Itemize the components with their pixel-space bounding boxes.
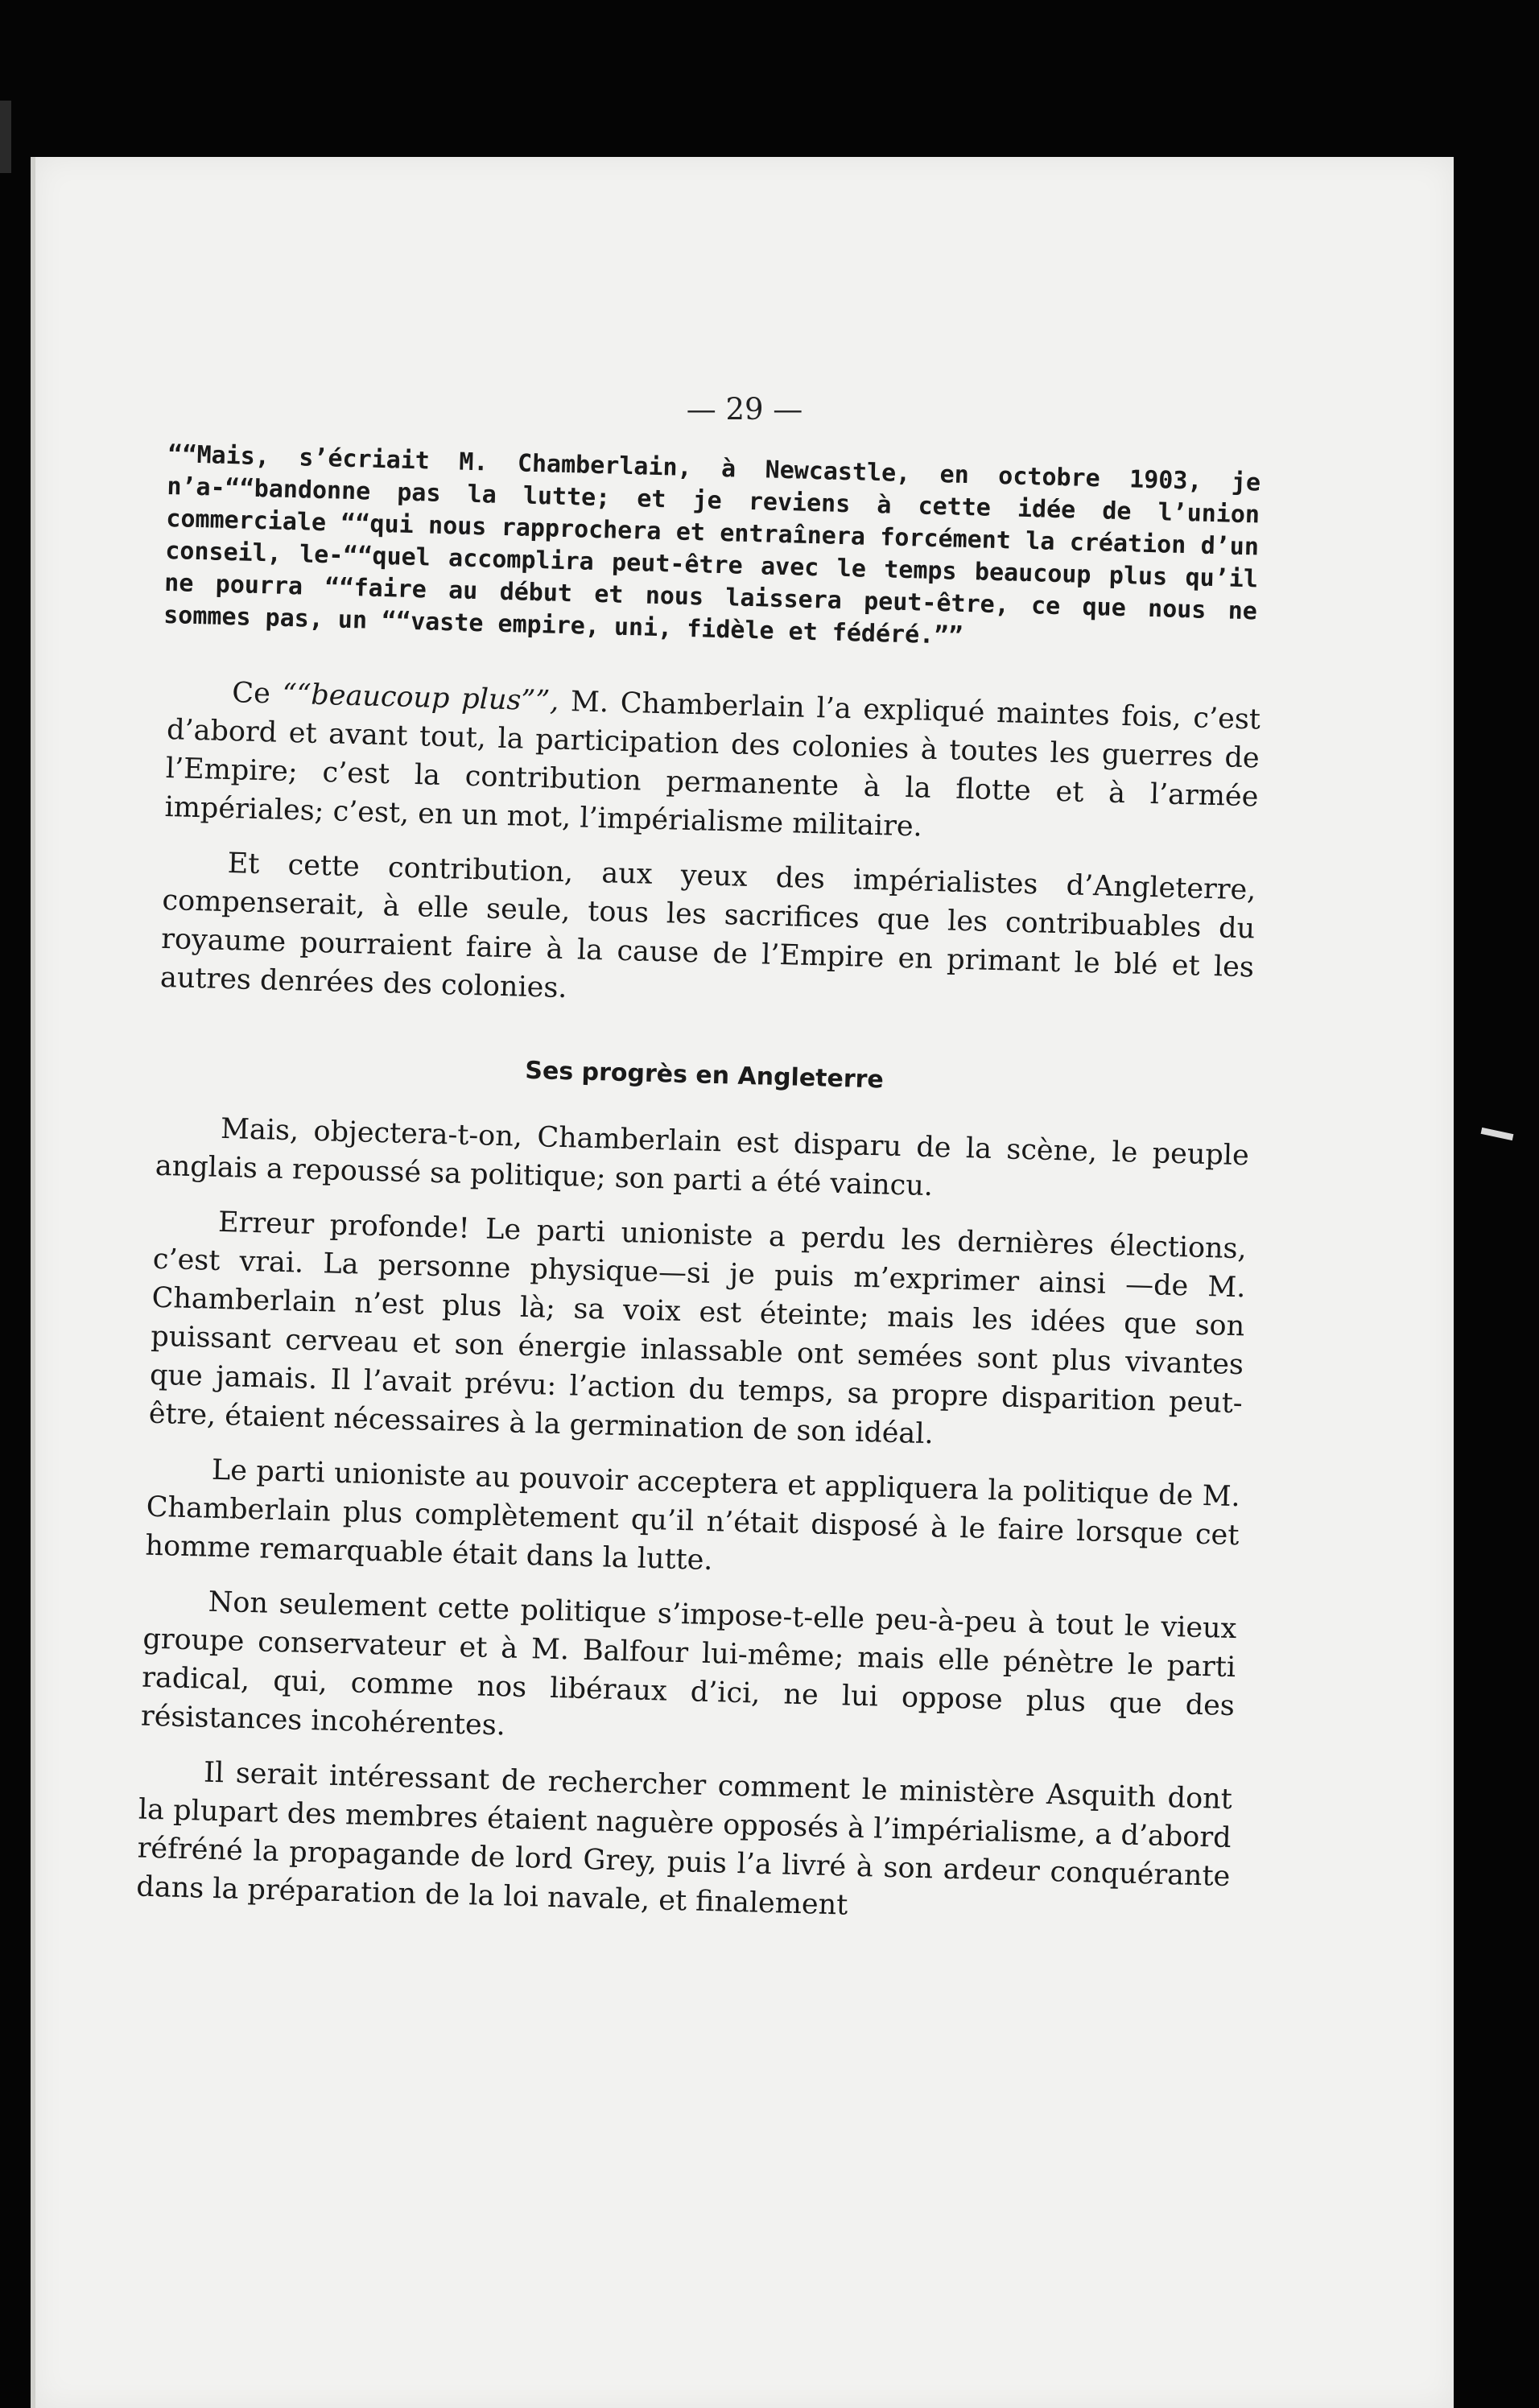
paragraph-1-rest: M. Chamberlain l’a expliqué maintes fois, c’est d’abord et avant tout, la participation des colonies à toutes les guerres de l’Empire; c’est la contribution permanente à la flotte et à l’armée impériales; c’est, en un mot, l’impérialisme militaire. — [164, 685, 1261, 843]
chamberlain-quote: ““Mais, s’écriait M. Chamberlain, à Newcastle, en octobre 1903, je n’a-““bandonne pas la lutte; et je reviens à cette idée de l’union commerciale ““qui nous rapprochera et entraînera forcément la création d’un conseil, le-““quel accomplira peut-être avec le temps beaucoup plus qu’il ne pourra ““faire au début et nous laissera peut-être, ce que nous ne sommes pas, un ““vaste empire, uni, fidèle et fédéré.”” — [163, 439, 1261, 650]
page-number: — 29 — — [686, 392, 803, 427]
scan-speck — [1481, 1128, 1514, 1140]
paragraph-7: Il serait intéressant de rechercher comment le ministère Asquith dont la plupart des membres étaient naguère opposés à l’impérialisme, a d’abord réfréné la propagande de lord Grey, puis l’a livré à son ardeur conquérante dans la préparation de la loi navale, et finalement — [135, 1756, 1233, 1922]
scan-edge-mark — [0, 101, 11, 173]
paragraph-1-lead: Ce — [231, 677, 283, 711]
book-page — [31, 157, 1454, 2408]
body-text — [135, 672, 1260, 1951]
paragraph-4: Erreur profonde! Le parti unioniste a perdu les dernières élections, c’est vrai. La personne physique—si je puis m’exprimer ainsi —de M. Chamberlain n’est plus là; sa voix est éteinte; mais les idées que son puissant cerveau et son énergie inlassable ont semées sont plus vivantes que jamais. Il l’avait prévu: l’action du temps, sa propre disparition peut-être, étaient nécessaires à la germination de son idéal. — [148, 1206, 1248, 1451]
paragraph-1-italic: ““beaucoup plus””, — [282, 678, 559, 718]
section-heading: Ses progrès en Angleterre — [524, 1056, 885, 1095]
paragraph-3: Mais, objectera-t-on, Chamberlain est disparu de la scène, le peuple anglais a repoussé sa politique; son parti a été vaincu. — [155, 1112, 1250, 1203]
paragraph-2: Et cette contribution, aux yeux des impérialistes d’Angleterre, compenserait, à elle seule, tous les sacrifices que les contribuables du royaume pourraient faire à la cause de l’Empire en primant le blé et les autres denrées des colonies. — [159, 847, 1256, 1005]
paragraph-1 — [164, 672, 1261, 855]
paragraph-5: Le parti unioniste au pouvoir acceptera et appliquera la politique de M. Chamberlain plus complètement qu’il n’était disposé à le faire lorsque cet homme remarquable était dans la lutte. — [145, 1453, 1241, 1577]
paragraph-6: Non seulement cette politique s’impose-t-elle peu-à-peu à tout le vieux groupe conservateur et à M. Balfour lui-même; mais elle pénètre le parti radical, qui, comme nos libéraux d’ici, ne lui oppose plus que des résistances incohérentes. — [140, 1585, 1237, 1742]
